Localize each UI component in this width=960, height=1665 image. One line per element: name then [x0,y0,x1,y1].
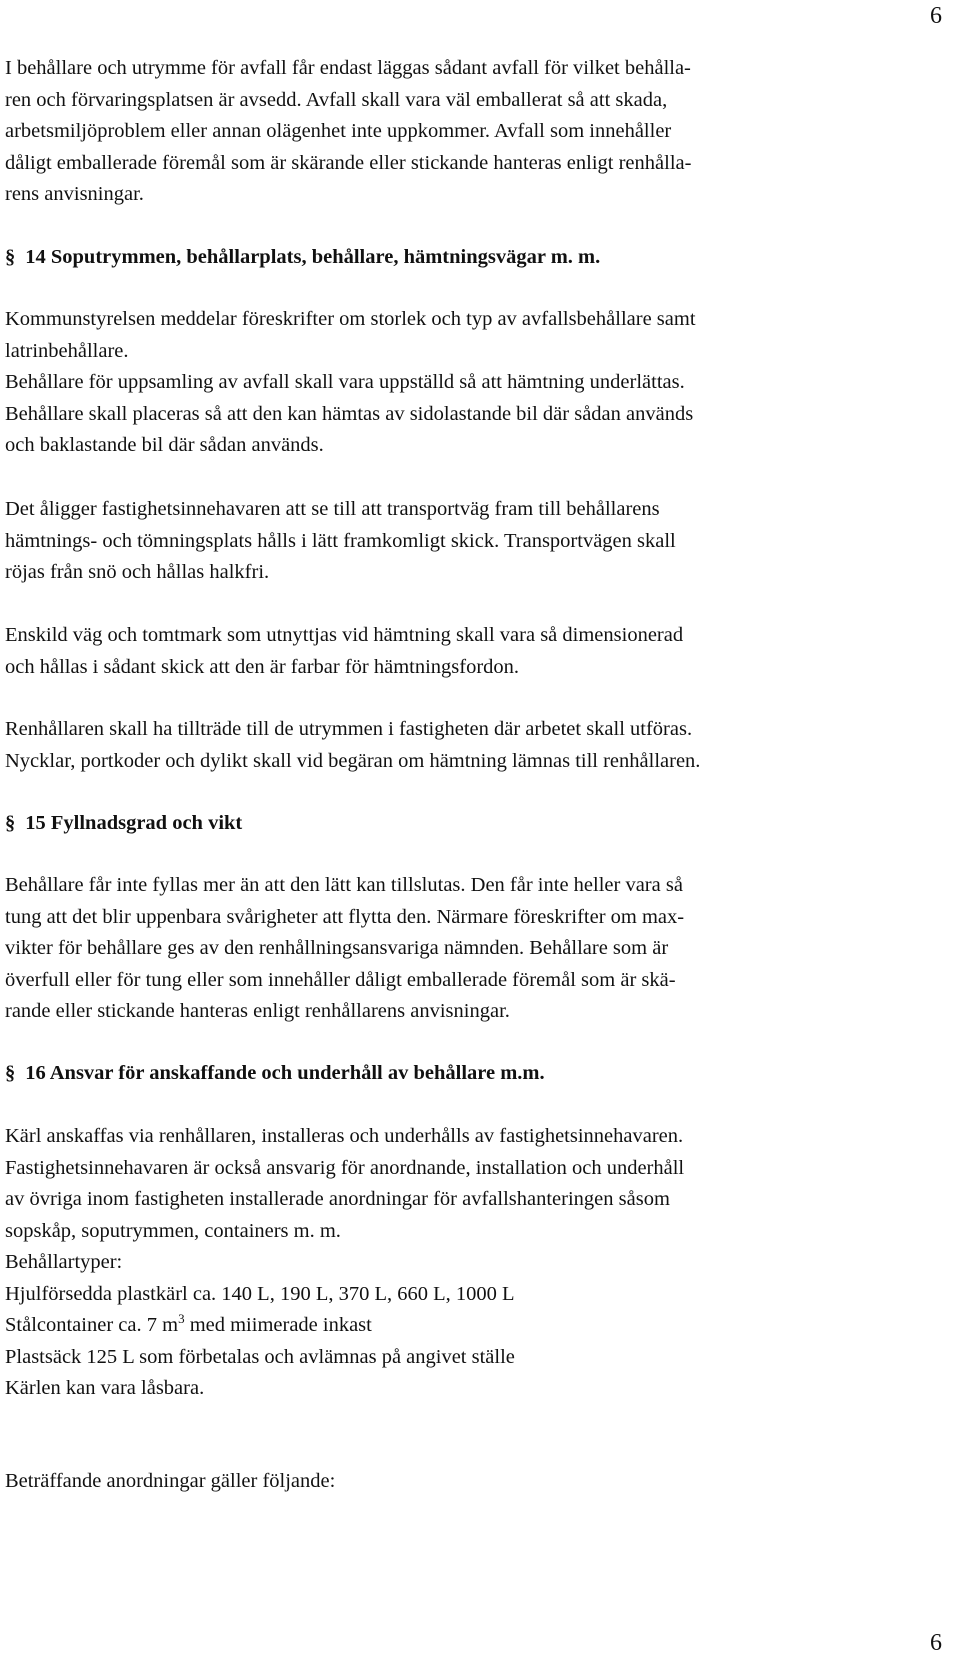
text-line: arbetsmiljöproblem eller annan olägenhet inte uppkommer. Avfall som innehåller [5,120,672,142]
text-line: rande eller stickande hanteras enligt renhållarens anvisningar. [5,1000,510,1022]
text-line: Behållare skall placeras så att den kan hämtas av sidolastande bil där sådan används [5,402,694,425]
intro-paragraph [5,53,940,211]
section-14-paragraph-4 [5,714,940,777]
section-15-heading [5,808,940,840]
text-line: Kärlen kan vara låsbara. [5,1377,205,1399]
text-line: Behållartyper: [5,1251,123,1273]
text-line: Enskild väg och tomtmark som utnyttjas vid hämtning skall vara så dimensionerad [5,624,684,646]
section-symbol: § [5,1062,16,1084]
section-16-heading [5,1058,940,1090]
text-line: Kommunstyrelsen meddelar föreskrifter om storlek och typ av avfallsbehållare samt [5,308,696,330]
text-line: hämtnings- och tömningsplats hålls i lätt framkomligt skick. Transportvägen skall [5,529,676,552]
container-line [5,1310,940,1342]
text-line: Kärl anskaffas via renhållaren, installeras och underhålls av fastighetsinnehavaren. [5,1125,684,1147]
text-line: tung att det blir uppenbara svårigheter att flytta den. Närmare föreskrifter om max- [5,905,685,928]
section-15-paragraph-1 [5,870,940,1028]
container-text: Stålcontainer ca. 7 m [5,1314,179,1336]
text-line: Beträffande anordningar gäller följande: [5,1470,336,1492]
text-line: och hållas i sådant skick att den är farbar för hämtningsfordon. [5,655,520,678]
section-14-paragraph-1 [5,304,940,462]
text-line: och baklastande bil där sådan används. [5,434,324,456]
text-line: sopskåp, soputrymmen, containers m. m. [5,1219,341,1242]
text-line: rens anvisningar. [5,183,144,205]
section-symbol: § [5,812,16,834]
section-14-heading [5,242,940,274]
text-line: överfull eller för tung eller som innehåller dåligt emballerade föremål som är skä- [5,968,676,991]
superscript: 3 [178,1311,185,1326]
section-heading-text: 16 Ansvar för anskaffande och underhåll av behållare m.m. [25,1062,545,1084]
section-heading-text: 15 Fyllnadsgrad och vikt [25,812,243,834]
text-line: Plastsäck 125 L som förbetalas och avlämnas på angivet ställe [5,1345,515,1368]
closing-text [5,1466,940,1498]
section-symbol: § [5,246,16,268]
page-number-bottom: 6 [930,1630,942,1656]
text-line: Hjulförsedda plastkärl ca. 140 L, 190 L, 370 L, 660 L, 1000 L [5,1282,515,1305]
text-line: Fastighetsinnehavaren är också ansvarig för anordnande, installation och underhåll [5,1156,685,1179]
text-line: Behållare får inte fyllas mer än att den lätt kan tillslutas. Den får inte heller vara så [5,874,683,896]
text-line: Det åligger fastighetsinnehavaren att se till att transportväg fram till behållarens [5,498,660,520]
text-line: latrinbehållare. [5,339,129,362]
text-line: Behållare för uppsamling av avfall skall vara uppställd så att hämtning underlättas. [5,371,685,393]
text-line: av övriga inom fastigheten installerade anordningar för avfallshanteringen såsom [5,1188,670,1210]
section-14-paragraph-3 [5,620,940,683]
page-number-top: 6 [930,3,942,29]
section-heading-text: 14 Soputrymmen, behållarplats, behållare, hämtningsvägar m. m. [25,246,601,268]
text-line: Renhållaren skall ha tillträde till de utrymmen i fastigheten där arbetet skall utföras. [5,718,693,740]
text-line: röjas från snö och hållas halkfri. [5,561,270,583]
text-line: ren och förvaringsplatsen är avsedd. Avfall skall vara väl emballerat så att skada, [5,88,668,111]
text-line: vikter för behållare ges av den renhållningsansvariga nämnden. Behållare som är [5,937,669,959]
text-line: I behållare och utrymme för avfall får endast läggas sådant avfall för vilket behålla- [5,57,691,79]
section-14-paragraph-2 [5,494,940,589]
section-16-paragraph-1 [5,1121,940,1405]
text-line: dåligt emballerade föremål som är skärande eller stickande hanteras enligt renhålla- [5,151,692,174]
container-text-suffix: med miimerade inkast [184,1314,372,1336]
text-line: Nycklar, portkoder och dylikt skall vid begäran om hämtning lämnas till renhållaren. [5,749,701,772]
